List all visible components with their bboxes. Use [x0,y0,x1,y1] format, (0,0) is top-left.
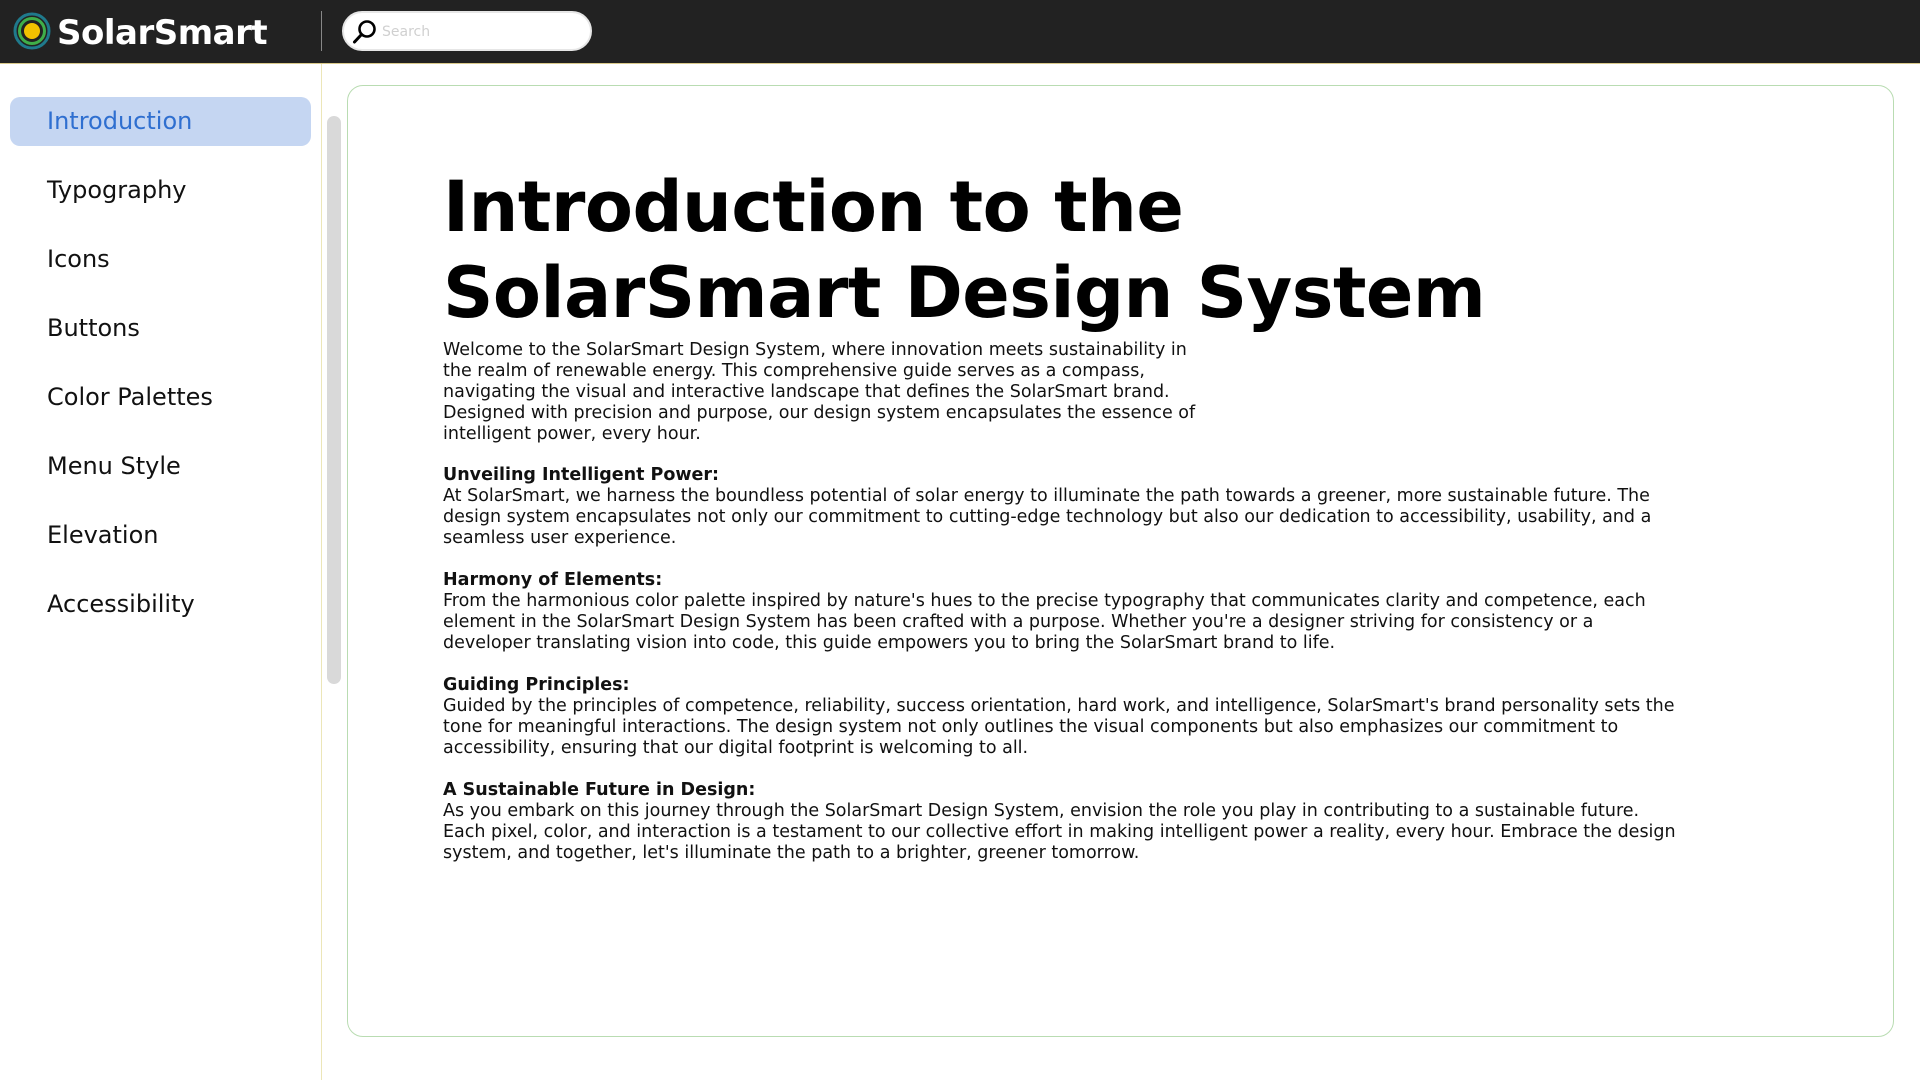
search-input[interactable] [382,21,582,43]
sidebar-item-label: Introduction [47,107,193,135]
sidebar-item-menu-style[interactable] [10,442,311,491]
sidebar-item-label: Buttons [47,314,140,342]
section-body: As you embark on this journey through the SolarSmart Design System, envision the role you play in contributing to a sustainable future. Each pixel, color, and interaction is a testament to our collective effort in making intelligent power a reality, every hour. Embrace the design system, and together, let's illuminate the path to a brighter, greener tomorrow. [443,801,1676,863]
section-body: Guided by the principles of competence, reliability, success orientation, hard work, and intelligence, SolarSmart's brand personality sets the tone for meaningful interactions. The design system not only outlines the visual components but also emphasizes our commitment to accessibility, ensuring that our digital footprint is welcoming to all. [443,696,1675,758]
section-guiding-principles [443,675,1683,759]
search-box[interactable] [342,11,592,51]
solarsmart-logo-icon[interactable] [13,12,51,50]
sidebar-item-label: Menu Style [47,452,181,480]
section-heading: Guiding Principles: [443,675,630,695]
sidebar-item-elevation[interactable] [10,511,311,560]
section-heading: A Sustainable Future in Design: [443,780,756,800]
content-card [347,85,1894,1037]
sidebar-item-accessibility[interactable] [10,580,311,629]
section-intelligent-power [443,465,1683,549]
section-sustainable-future [443,780,1683,864]
intro-paragraph: Welcome to the SolarSmart Design System, where innovation meets sustainability in the realm of renewable energy. This comprehensive guide serves as a compass, navigating the visual and interactive landscape that defines the SolarSmart brand. Designed with precision and purpose, our design system encapsulates the essence of intelligent power, every hour. [443,340,1196,444]
sidebar [0,64,322,1080]
search-icon[interactable] [352,19,378,45]
sidebar-item-introduction[interactable] [10,97,311,146]
header-divider [321,11,322,51]
section-harmony-of-elements [443,570,1683,654]
sidebar-item-icons[interactable] [10,235,311,284]
section-heading: Harmony of Elements: [443,570,663,590]
section-heading: Unveiling Intelligent Power: [443,465,720,485]
sidebar-scrollbar[interactable] [327,116,341,684]
brand-name[interactable]: SolarSmart [57,13,268,53]
sidebar-item-label: Icons [47,245,110,273]
page-title: Introduction to the SolarSmart Design System [443,166,1486,334]
top-bar [0,0,1920,64]
section-body: From the harmonious color palette inspired by nature's hues to the precise typography that communicates clarity and competence, each element in the SolarSmart Design System has been crafted with a purpose. Whether you're a designer striving for consistency or a developer translating vision into code, this guide empowers you to bring the SolarSmart brand to life. [443,591,1646,653]
sidebar-item-label: Typography [47,176,187,204]
sidebar-item-color-palettes[interactable] [10,373,311,422]
sidebar-item-label: Elevation [47,521,159,549]
section-body: At SolarSmart, we harness the boundless potential of solar energy to illuminate the path towards a greener, more sustainable future. The design system encapsulates not only our commitment to cutting-edge technology but also our dedication to accessibility, usability, and a seamless user experience. [443,486,1652,548]
sidebar-item-typography[interactable] [10,166,311,215]
sidebar-item-buttons[interactable] [10,304,311,353]
sidebar-item-label: Accessibility [47,590,195,618]
sidebar-item-label: Color Palettes [47,383,213,411]
